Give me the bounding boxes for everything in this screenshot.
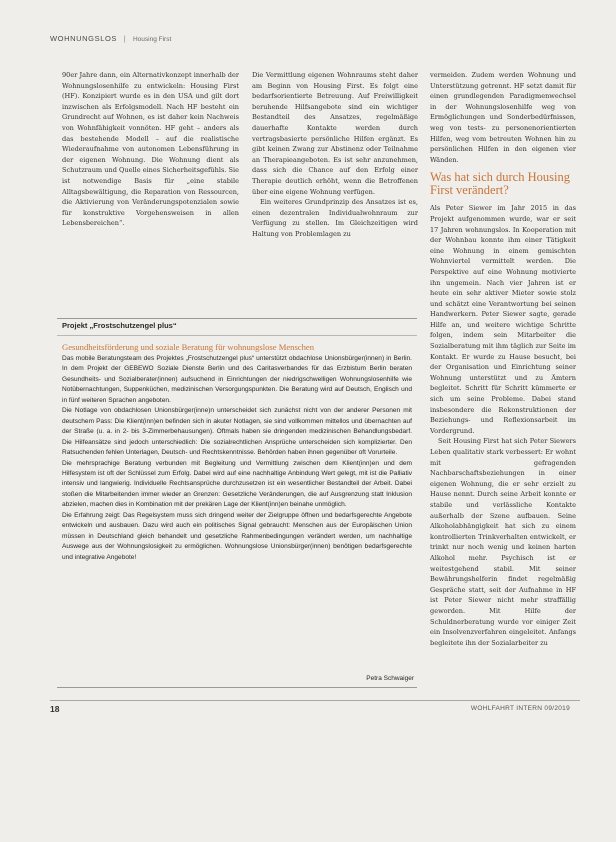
section-subheading: Was hat sich durch Housing First verändert?: [430, 170, 570, 198]
paragraph: Ein weiteres Grundprinzip des Ansatzes ist es, einen dezentralen Individualwohnraum zur Verfügung zu stellen. Im Gleichzeitigen wird Haltung von Problemlagen zu: [252, 198, 418, 238]
paragraph: Die Vermittlung eigenen Wohnraums steht daher am Beginn von Housing First. Es folgt eine bedarfsorientierte Betreuung. Auf Freiwilligkeit beruhende Hilfsangebote sind ein wichtiger Bestandteil des Ansatzes, regelmäßige dauerhafte Kontakte werden durch vertragsbasierte persönliche Hilfen ergänzt. Es gibt keinen Zwang zur Abstinenz oder Teilnahme an Therapieangeboten. Es ist sehr anzunehmen, dass sich die Chance auf den Erfolg einer Therapie deutlich erhöht, wenn die Betroffenen über eine eigene Wohnung verfügen.: [252, 71, 418, 196]
footer-divider: [50, 700, 580, 701]
box-paragraph: Das mobile Beratungsteam des Projektes „Frostschutzengel plus“ unterstützt obdachlose Unionsbürger(innen) in Berlin. In dem Projekt der GEBEWO Soziale Dienste Berlin und des Caritasverbandes für das Erzbistum Berlin beraten Gesundheits- und Sozialberater(innen) aufsuchend in Einrichtungen der niedrigschwelligen Wohnungslosenhilfe wie Notübernachtungen, Suppenküchen, medizinischen Versorgungspunkten. Die Beratung wird auf Deutsch, Englisch und in fünf weiteren Sprachen angeboten.: [62, 355, 412, 404]
box-paragraph: Die mehrsprachige Beratung verbunden mit Begleitung und Vermittlung zwischen dem Klient(inn)en und dem Hilfesystem ist oft der Schlüssel zum Erfolg. Dabei wird auf eine nachhaltige Anbindung Wert gelegt, mit ist die Palliativ intensiv und langwierig. Individuelle Rechtsansprüche durchzusetzen ist ein wesentlicher Bestandteil der Arbeit. Dabei stoßen die Mitarbeitenden immer wieder an Grenzen: Gesetzliche Veränderungen, die auf Ausgrenzung statt Inklusion abzielen, machen dies in Kombination mit der prekären Lage der Klient(inn)en beinahe unmöglich.: [62, 459, 412, 509]
author-signature: Petra Schwaiger: [366, 675, 414, 682]
header-separator: |: [123, 34, 127, 43]
paragraph: Als Peter Siewer im Jahr 2015 in das Projekt aufgenommen wurde, war er seit 17 Jahren wohnungslos. In Kooperation mit der Wohnbau konnte ihm einer Tätigkeit eine Wohnung in einem gemischten Wohnviertel vermittelt werden. Die Perspektive auf eine Wohnung motivierte ihn ungemein. Nach vier Jahren ist er heute ein sehr aktiver Mieter sowie stolz und schätzt eine Verantwortung bei seinen Handwerkern. Peter Siewer sagte, gerade Hilfe an, und weitere wichtige Schritte folgen, indem sein Mitarbeiter die Sozialberatung mit ihm täglich zur Seite im Kontakt. Er wurde zu Hause besucht, bei der Organisation und Einrichtung seiner Wohnung unterstützt und zu Ämtern begleitet. Schritt für Schritt kümmerte er sich um seine Probleme. Dabei stand insbesondere die Rekonstruktionen der Beziehungs- und Reflexionsarbeit im Vordergrund.: [430, 204, 576, 435]
article-column-left: [62, 70, 239, 229]
paragraph: Seit Housing First hat sich Peter Siewers Leben qualitativ stark verbessert: Er wohnt mit gefragenden Nachbarschaftsbeziehungen in einer eigenen Wohnung, die er sehr erzielt zu Hause nennt. Durch seine Arbeit konnte er stabile und verlässliche Kontakte außerhalb der Szene aufbauen. Seine Alkoholabhängigkeit hat sich zu einem kontrollierten Trinkverhalten entwickelt, er trinkt nur noch wenig und keinen harten Alkohol mehr. Psychisch ist er weitestgehend stabil. Mit seiner Bewährungshelferin findet regelmäßig Gespräche statt, seit der Aufnahme in HF ist Peter Siewer nicht mehr straffällig geworden. Mit Hilfe der Schuldnerberatung wurde vor einiger Zeit ein Insolvenzverfahren eingeleitet. Anfangs begleitete ihn der Sozialarbeiter zu: [430, 437, 576, 647]
paragraph: 90er Jahre dann, ein Alternativkonzept innerhalb der Wohnungslosenhilfe zu entwickeln: Housing First (HF). Konzipiert wurde es in den USA und gilt dort inzwischen als Erfolgsmodell. Nach HF besteht ein Grundrecht auf Wohnen, es ist daher kein Nachweis von Wohnfähigkeit vonnöten. HF geht – anders als das bestehende Modell – auf die realistische Wiederaufnahme von autonomen Lebensführung in der eigenen Wohnung. Die Wohnung dient als Schutzraum und Quelle eines Sicherheitsgefühls. Sie ist notwendige Basis für „eine stabile Alltagsbewältigung, die Reparation von Ressourcen, die Aktivierung von Veränderungspotenzialen sowie für konstruktive Vorgehensweisen in allen Lebensbereichen“.: [62, 71, 239, 228]
box-paragraph: Die Notlage von obdachlosen Unionsbürger(inne)n unterscheidet sich zunächst nicht von der anderer Personen mit deutschem Pass: Die Klient(inn)en befinden sich in akuter Notlagen, sie sind vollkommen mittellos und übernachten auf der Straße (u. a. in 2- bis 3-Zimmerbehausungen). Oftmals haben sie dringenden medizinischen Behandlungsbedarf. Die Hilfeansätze sind jedoch unterschiedlich: Die sozialrechtlichen Ansprüche unterscheiden sich komplizierter. Den Ratsuchenden fehlen Unterlagen, Deutsch- und Rechtskenntnisse. Behörden haben ihnen gegenüber oft Vorurteile.: [62, 407, 412, 457]
project-box-label: Projekt „Frostschutzengel plus“: [62, 321, 177, 330]
project-box-divider: [57, 335, 417, 336]
box-paragraph: Die Erfahrung zeigt: Das Regelsystem muss sich dringend weiter der Zielgruppe öffnen und bedarfsgerechte Angebote entwickeln und ausbauen. Dazu wird auch ein politisches Signal gebraucht: Menschen aus der Europäischen Union müssen in Deutschland gleich behandelt und gesetzliche Rahmenbedingungen verändert werden, um nachhaltige Auswege aus der Wohnungslosigkeit zu ermöglichen. Wohnungslose Unionsbürger(innen) benötigen bedarfsgerechte und integrative Angebote!: [62, 511, 412, 561]
article-column-middle: [252, 70, 418, 240]
subsection-name: Housing First: [132, 36, 172, 43]
running-header: [50, 34, 576, 48]
project-box-title: Gesundheitsförderung und soziale Beratung für wohnungslose Menschen: [62, 342, 315, 352]
project-box-body: [62, 354, 412, 563]
article-column-right: [430, 70, 576, 648]
section-name: WOHNUNGSLOS: [50, 34, 118, 43]
journal-name: WOHLFAHRT INTERN 09/2019: [470, 705, 570, 712]
paragraph: vermeiden. Zudem werden Wohnung und Unterstützung getrennt. HF setzt damit für einen grundlegenden Paradigmenwechsel in der Wohnungslosenhilfe weg von Ermöglichungen und Sonderbedürfnissen, weg von tests- zu personenorientierten Hilfen, weg vom betreuten Wohnen hin zu persönlichen Hilfen in den eigenen vier Wänden.: [430, 71, 576, 164]
page-number: 18: [50, 704, 60, 714]
